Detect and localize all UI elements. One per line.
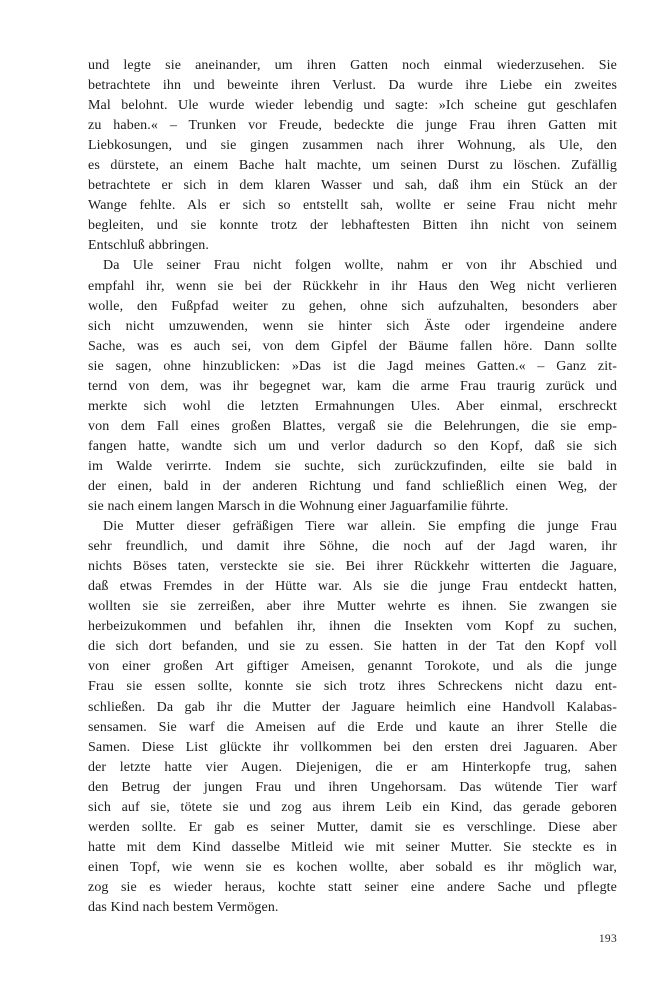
paragraph — [88, 517, 617, 918]
text-line: der einen, bald in der anderen Richtung und fand schließlich einen Weg, der — [88, 478, 617, 494]
text-line: wolle, den Fußpfad weiter zu gehen, ohne sich aufzuhalten, besonders aber — [88, 298, 617, 314]
text-line: Sache, was es auch sei, von dem Gipfel der Bäume fallen höre. Dann sollte — [88, 338, 617, 354]
text-line: Liebkosungen, und sie gingen zusammen nach ihrer Wohnung, als Ule, den — [88, 138, 617, 154]
text-line: sich nicht umzuwenden, wenn sie hinter sich Äste oder irgendeine andere — [88, 318, 617, 334]
text-line: von einer großen Art giftiger Ameisen, genannt Torokote, und als die junge — [88, 659, 617, 675]
text-line: Frau sie essen sollte, konnte sie sich trotz ihres Schreckens nicht dazu ent- — [88, 679, 617, 695]
text-line: Wange fehlte. Als er sich so entstellt sah, wollte er seine Frau nicht mehr — [88, 198, 617, 214]
text-line: sensamen. Sie warf die Ameisen auf die Erde und kaute an ihrer Stelle die — [88, 719, 617, 735]
text-line: nichts Böses taten, versteckte sie sie. Bei ihrer Rückkehr witterten die Jaguare, — [88, 559, 617, 575]
text-line: Die Mutter dieser gefräßigen Tiere war allein. Sie empfing die junge Frau — [103, 519, 617, 535]
text-line: wollten sie sie zerreißen, aber ihre Mutter wehrte es ihnen. Sie zwangen sie — [88, 599, 617, 615]
text-line: Da Ule seiner Frau nicht folgen wollte, nahm er von ihr Abschied und — [103, 258, 617, 274]
page-number: 193 — [598, 933, 617, 946]
text-line: fangen hatte, wandte sich um und verlor dadurch so den Kopf, daß sie sich — [88, 438, 617, 454]
text-line: merkte sich wohl die letzten Ermahnungen Ules. Aber einmal, erschreckt — [88, 398, 617, 414]
paragraph — [88, 256, 617, 517]
text-line: empfahl ihr, wenn sie bei der Rückkehr in ihr Haus den Weg nicht verlieren — [88, 278, 617, 294]
text-line: daß etwas Fremdes in der Hütte war. Als sie die junge Frau entdeckt hatten, — [88, 579, 617, 595]
text-line: hatte mit dem Kind dasselbe Mitleid wie mit seiner Mutter. Sie steckte es in — [88, 839, 617, 855]
text-line: Mal belohnt. Ule wurde wieder lebendig und sagte: »Ich scheine gut geschlafen — [88, 98, 617, 114]
text-line: der letzte hatte vier Augen. Diejenigen, die er am Hinterkopfe trug, sahen — [88, 759, 617, 775]
text-line: sich auf sie, tötete sie und zog aus ihrem Leib ein Kind, das gerade geboren — [88, 799, 617, 815]
text-line: einen Topf, wie wenn sie es kochen wollte, aber sobald es ihr möglich war, — [88, 859, 617, 875]
text-line: Samen. Diese List glückte ihr vollkommen bei den ersten drei Jaguaren. Aber — [88, 739, 617, 755]
text-line: Entschluß abbringen. — [88, 238, 209, 254]
text-line: betrachtete er sich in dem klaren Wasser und sah, daß ihm ein Stück an der — [88, 178, 617, 194]
text-line: herbeizukommen und befahlen ihr, ihnen die Insekten vom Kopf zu suchen, — [88, 619, 617, 635]
text-line: und legte sie aneinander, um ihren Gatten noch einmal wiederzusehen. Sie — [88, 58, 617, 73]
text-line: zu haben.« – Trunken vor Freude, bedeckte die junge Frau ihren Gatten mit — [88, 118, 617, 134]
text-line: im Walde verirrte. Indem sie suchte, sich zurückzufinden, eilte sie bald in — [88, 458, 617, 474]
text-line: ternd von dem, was ihr begegnet war, kam die arme Frau traurig zurück und — [88, 378, 617, 394]
text-line: zog sie es wieder heraus, kochte statt seiner eine andere Sache und pflegte — [88, 879, 617, 895]
text-line: schließen. Da gab ihr die Mutter der Jaguare heimlich eine Handvoll Kalabas- — [88, 699, 617, 715]
text-line: sie nach einem langen Marsch in die Wohnung einer Jaguarfamilie führte. — [88, 499, 509, 515]
text-line: von dem Fall eines großen Blattes, vergaß sie die Belehrungen, die sie emp- — [88, 418, 617, 434]
text-line: die sich dort befanden, und sie zu essen. Sie hatten in der Tat den Kopf voll — [88, 639, 617, 655]
text-line: sie sagen, ohne hinzublicken: »Das ist die Jagd meines Gatten.« – Ganz zit- — [88, 358, 617, 374]
text-line: den Betrug der jungen Frau und ihren Ungehorsam. Das wütende Tier warf — [88, 779, 617, 795]
text-line: betrachtete ihn und beweinte ihren Verlust. Da wurde ihre Liebe ein zweites — [88, 78, 617, 94]
text-line: begleiten, und sie konnte trotz der lebhaftesten Bitten ihn nicht von seinem — [88, 218, 617, 234]
text-line: das Kind nach bestem Vermögen. — [88, 899, 279, 915]
text-line: sehr freundlich, und damit ihre Söhne, die noch auf der Jagd waren, ihr — [88, 539, 617, 555]
text-line: werden sollte. Er gab es seiner Mutter, damit sie es verschlinge. Diese aber — [88, 819, 617, 835]
paragraph — [88, 56, 617, 256]
text-line: es dürstete, an einem Bache halt machte, um seinen Durst zu löschen. Zufällig — [88, 158, 617, 174]
